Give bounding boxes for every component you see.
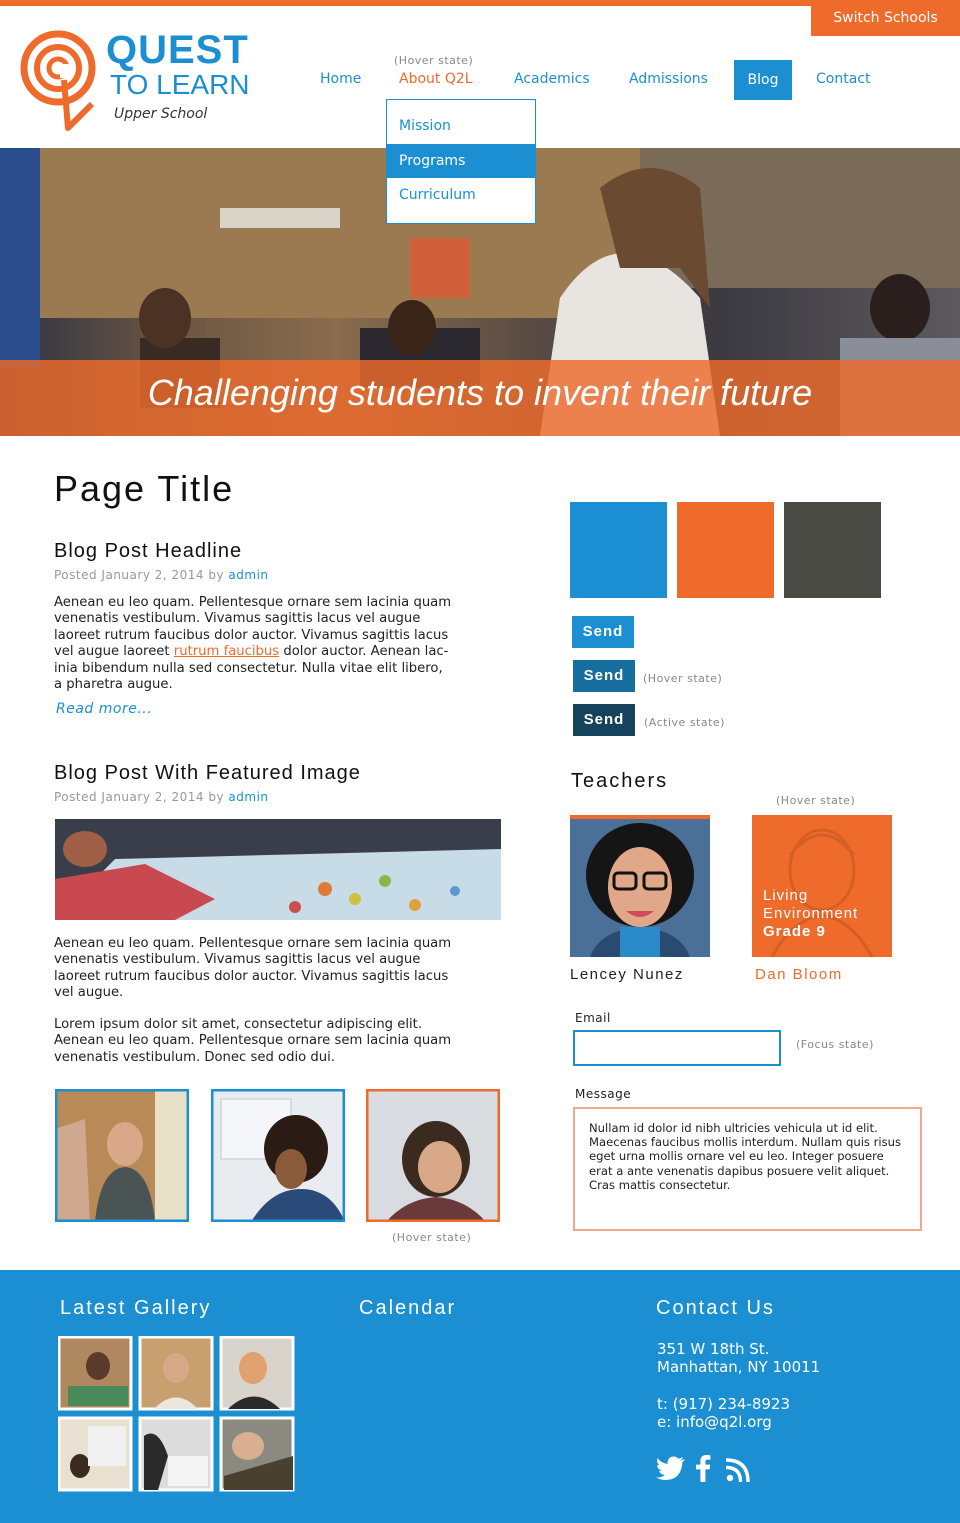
nav-contact[interactable]: Contact [816, 71, 871, 87]
nav-blog[interactable]: Blog [734, 60, 792, 100]
post2-paragraph-1 [54, 936, 514, 1002]
teacher-subject-line: Environment [763, 905, 859, 922]
post1-body [54, 595, 514, 693]
post2-paragraph-2 [54, 1017, 514, 1066]
post1-headline[interactable]: Blog Post Headline [54, 540, 243, 562]
nav-home[interactable]: Home [320, 71, 362, 87]
facebook-icon[interactable] [695, 1454, 711, 1482]
post1-line: venenatis vestibulum. Vivamus sagittis lacus vel augue [54, 611, 421, 627]
teacher-name-hover[interactable]: Dan Bloom [755, 966, 843, 983]
footer-contact-details [657, 1395, 790, 1431]
gallery-thumb[interactable] [59, 1337, 131, 1409]
post2-line: venenatis vestibulum. Vivamus sagittis lacus vel augue [54, 952, 421, 968]
post2-line: Lorem ipsum dolor sit amet, consectetur adipiscing elit. [54, 1017, 423, 1032]
address-line: Manhattan, NY 10011 [657, 1358, 821, 1376]
post1-line-text: vel augue laoreet [54, 644, 174, 660]
post-gallery-photo-hover[interactable] [366, 1089, 500, 1222]
address-line: 351 W 18th St. [657, 1340, 770, 1358]
email-label: Email [575, 1011, 611, 1025]
rss-icon[interactable] [726, 1458, 750, 1482]
post2-line: Aenean eu leo quam. Pellentesque ornare sem lacinia quam [54, 936, 452, 951]
nav-about[interactable]: About Q2L [399, 71, 473, 87]
footer-contact-heading: Contact Us [656, 1297, 775, 1319]
post2-line: venenatis vestibulum. Donec sed odio dui. [54, 1049, 335, 1065]
twitter-icon[interactable] [656, 1456, 686, 1480]
about-dropdown-menu [386, 99, 536, 224]
send-active-note: (Active state) [644, 716, 725, 729]
gallery-thumb[interactable] [221, 1418, 293, 1490]
color-swatch-blue [570, 502, 667, 598]
footer-phone[interactable]: t: (917) 234-8923 [657, 1395, 791, 1413]
message-label: Message [575, 1087, 632, 1101]
post2-featured-image[interactable] [55, 819, 501, 920]
send-hover-note: (Hover state) [643, 672, 723, 685]
post1-line: inia bibendum nulla sed consectetur. Nulla vitae elit libero, [54, 660, 443, 676]
color-swatch-gray [784, 502, 881, 598]
post1-line: a pharetra augue. [54, 677, 173, 693]
hero-tagline: Challenging students to invent their future [147, 372, 813, 413]
nav-admissions[interactable]: Admissions [629, 71, 708, 87]
nav-hover-note: (Hover state) [394, 54, 474, 67]
switch-schools-button[interactable]: Switch Schools [811, 0, 960, 36]
post1-line-text: dolor auctor. Aenean lac- [279, 644, 449, 660]
footer-address [657, 1340, 820, 1376]
teacher-subject-line: Living [763, 887, 809, 904]
post1-line [54, 644, 514, 660]
post2-line: Aenean eu leo quam. Pellentesque ornare sem lacinia quam [54, 1033, 452, 1049]
gallery-thumb[interactable] [140, 1337, 212, 1409]
logo-school-label: Upper School [114, 106, 208, 122]
post2-posted: Posted January 2, 2014 by [54, 790, 225, 804]
gallery-thumb[interactable] [140, 1418, 212, 1490]
footer-email[interactable]: e: info@q2l.org [657, 1413, 772, 1431]
email-field[interactable] [573, 1030, 781, 1066]
send-button[interactable]: Send [572, 616, 634, 648]
post2-headline[interactable]: Blog Post With Featured Image [54, 762, 361, 784]
post2-meta [54, 790, 269, 804]
teachers-hover-note: (Hover state) [776, 794, 856, 807]
post1-line: Aenean eu leo quam. Pellentesque ornare sem lacinia quam [54, 595, 452, 610]
gallery-thumb[interactable] [59, 1418, 131, 1490]
send-button-active[interactable]: Send [573, 704, 635, 736]
post1-line: laoreet rutrum faucibus dolor auctor. Vivamus sagittis lacus [54, 627, 449, 643]
page-title: Page Title [54, 468, 235, 509]
post1-inline-link[interactable]: rutrum faucibus [173, 644, 280, 660]
read-more-link[interactable]: Read more... [56, 701, 153, 717]
post2-author-link[interactable]: admin [228, 790, 269, 804]
post1-meta [54, 568, 269, 582]
teachers-heading: Teachers [571, 770, 669, 792]
logo-icon[interactable] [20, 28, 100, 132]
dropdown-item-programs[interactable]: Programs [387, 144, 535, 178]
post2-line: vel augue. [54, 985, 124, 1001]
send-button-hover[interactable]: Send [573, 660, 635, 692]
focus-note: (Focus state) [796, 1038, 874, 1051]
gallery-thumb[interactable] [221, 1337, 293, 1409]
teacher-avatar[interactable] [570, 815, 710, 957]
footer-gallery-thumbnails [58, 1336, 296, 1492]
teacher-card-hover[interactable] [752, 815, 892, 957]
dropdown-item-curriculum[interactable]: Curriculum [399, 187, 476, 203]
footer-calendar-heading: Calendar [359, 1297, 457, 1319]
color-swatch-orange [677, 502, 774, 598]
dropdown-item-mission[interactable]: Mission [399, 118, 451, 134]
logo-subtitle: TO LEARN [110, 69, 250, 100]
teacher-subject [763, 887, 858, 941]
teacher-grade: Grade 9 [763, 923, 826, 940]
message-field[interactable]: Nullam id dolor id nibh ultricies vehicula ut id elit. Maecenas faucibus mollis interdum. Nullam quis risus eget urna mollis ornare vel eu leo. Integer posuere erat a ante venenatis dapibus posuere velit aliquet. Cras mattis consectetur. [573, 1107, 922, 1231]
teacher-name[interactable]: Lencey Nunez [570, 966, 684, 983]
post2-line: laoreet rutrum faucibus dolor auctor. Vivamus sagittis lacus [54, 968, 449, 984]
post-gallery-photo[interactable] [211, 1089, 345, 1222]
footer-gallery-heading: Latest Gallery [60, 1297, 212, 1319]
post1-posted: Posted January 2, 2014 by [54, 568, 225, 582]
gallery-hover-note: (Hover state) [392, 1231, 472, 1244]
logo-title: QUEST [106, 28, 249, 72]
post-gallery-photo[interactable] [55, 1089, 189, 1222]
post1-author-link[interactable]: admin [228, 568, 269, 582]
nav-academics[interactable]: Academics [514, 71, 590, 87]
